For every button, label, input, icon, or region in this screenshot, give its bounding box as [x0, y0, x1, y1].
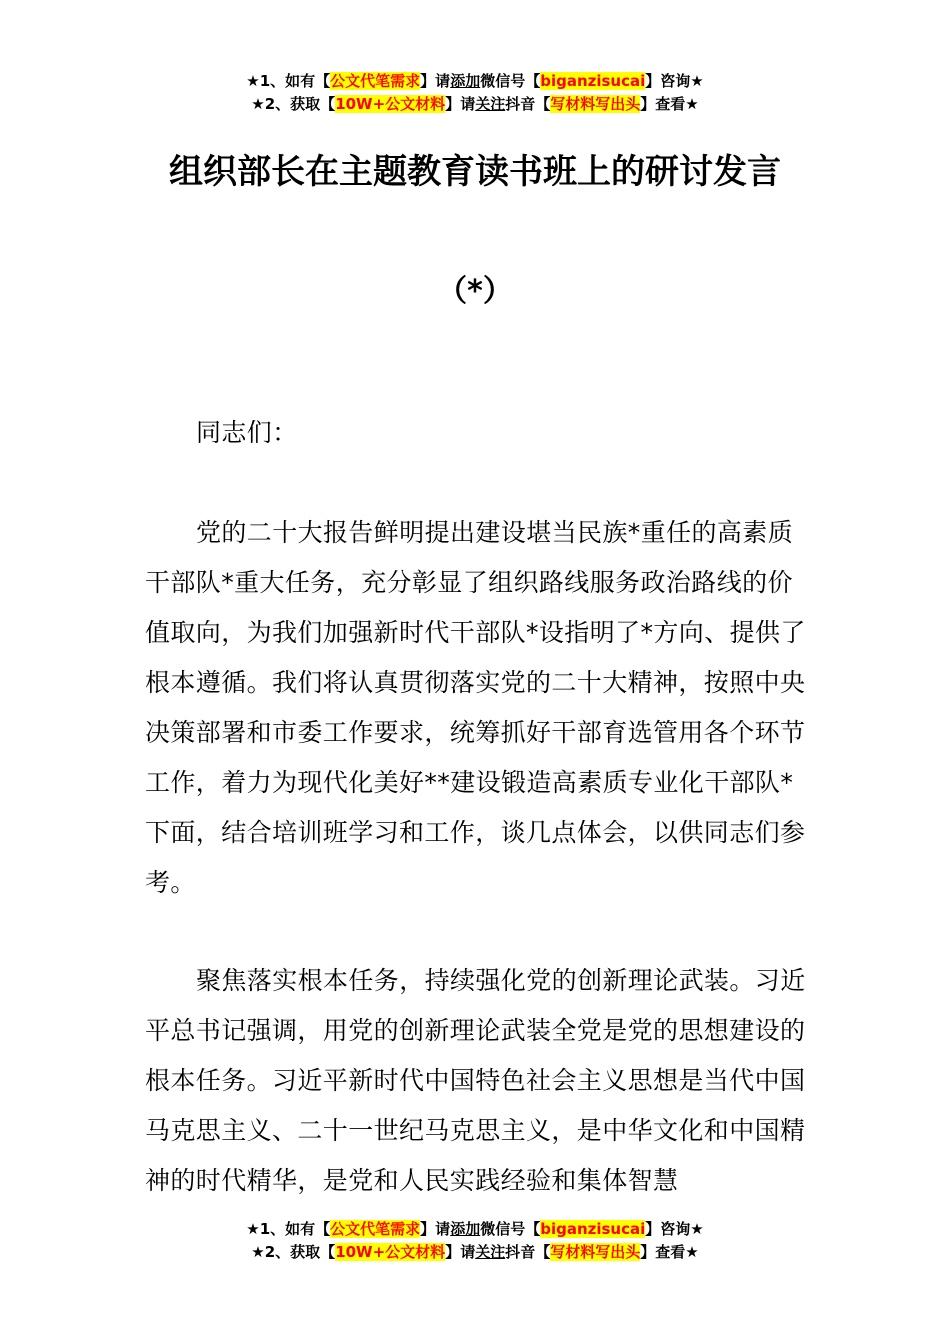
ad-underline: 添加	[450, 72, 481, 90]
document-title: 组织部长在主题教育读书班上的研讨发言	[169, 152, 781, 192]
ad-text: ★1、如有【	[246, 72, 331, 90]
ad-line-2	[0, 93, 950, 116]
ad-banner-bottom	[0, 1218, 950, 1264]
greeting: 同志们：	[196, 418, 298, 447]
ad-text: 微信号【	[480, 1220, 541, 1238]
ad-line-2	[0, 1241, 950, 1264]
ad-underline: 添加	[450, 1220, 481, 1238]
ad-banner-top	[0, 70, 950, 116]
ad-highlight: 公文代笔需求	[330, 72, 421, 90]
ad-text: 】咨询★	[645, 72, 704, 90]
ad-highlight: 公文代笔需求	[330, 1220, 421, 1238]
ad-text: 】请	[420, 72, 451, 90]
ad-highlight: 10W+公文材料	[335, 1243, 446, 1261]
ad-text: 抖音【	[505, 95, 551, 113]
ad-text: 】查看★	[640, 1243, 699, 1261]
paragraph-2: 聚焦落实根本任务，持续强化党的创新理论武装。习近平总书记强调，用党的创新理论武装全党是党的思想建设的根本任务。习近平新时代中国特色社会主义思想是当代中国马克思主义、二十一世纪马克思主义，是中华文化和中国精神的时代精华，是党和人民实践经验和集体智慧	[145, 966, 806, 1195]
ad-line-1	[0, 70, 950, 93]
ad-underline: 关注	[475, 1243, 506, 1261]
ad-highlight: biganzisucai	[540, 1220, 646, 1238]
ad-text: ★2、获取【	[251, 95, 336, 113]
ad-text: 】请	[445, 1243, 476, 1261]
paragraph-1: 党的二十大报告鲜明提出建设堪当民族*重任的高素质干部队*重大任务，充分彰显了组织路线服务政治路线的价值取向，为我们加强新时代干部队*设指明了*方向、提供了根本遵循。我们将认真贯彻落实党的二十大精神，按照中央决策部署和市委工作要求，统筹抓好干部育选管用各个环节工作，着力为现代化美好**建设锻造高素质专业化干部队*下面，结合培训班学习和工作，谈几点体会，以供同志们参考。	[145, 518, 806, 897]
ad-line-1	[0, 1218, 950, 1241]
ad-highlight: 10W+公文材料	[335, 95, 446, 113]
ad-text: 微信号【	[480, 72, 541, 90]
ad-text: ★1、如有【	[246, 1220, 331, 1238]
ad-underline: 关注	[475, 95, 506, 113]
ad-highlight: 写材料写出头	[550, 1243, 641, 1261]
ad-text: ★2、获取【	[251, 1243, 336, 1261]
ad-text: 】咨询★	[645, 1220, 704, 1238]
ad-text: 】请	[420, 1220, 451, 1238]
document-subtitle: （*）	[437, 274, 513, 309]
ad-highlight: 写材料写出头	[550, 95, 641, 113]
ad-text: 】查看★	[640, 95, 699, 113]
ad-text: 抖音【	[505, 1243, 551, 1261]
ad-text: 】请	[445, 95, 476, 113]
ad-highlight: biganzisucai	[540, 72, 646, 90]
